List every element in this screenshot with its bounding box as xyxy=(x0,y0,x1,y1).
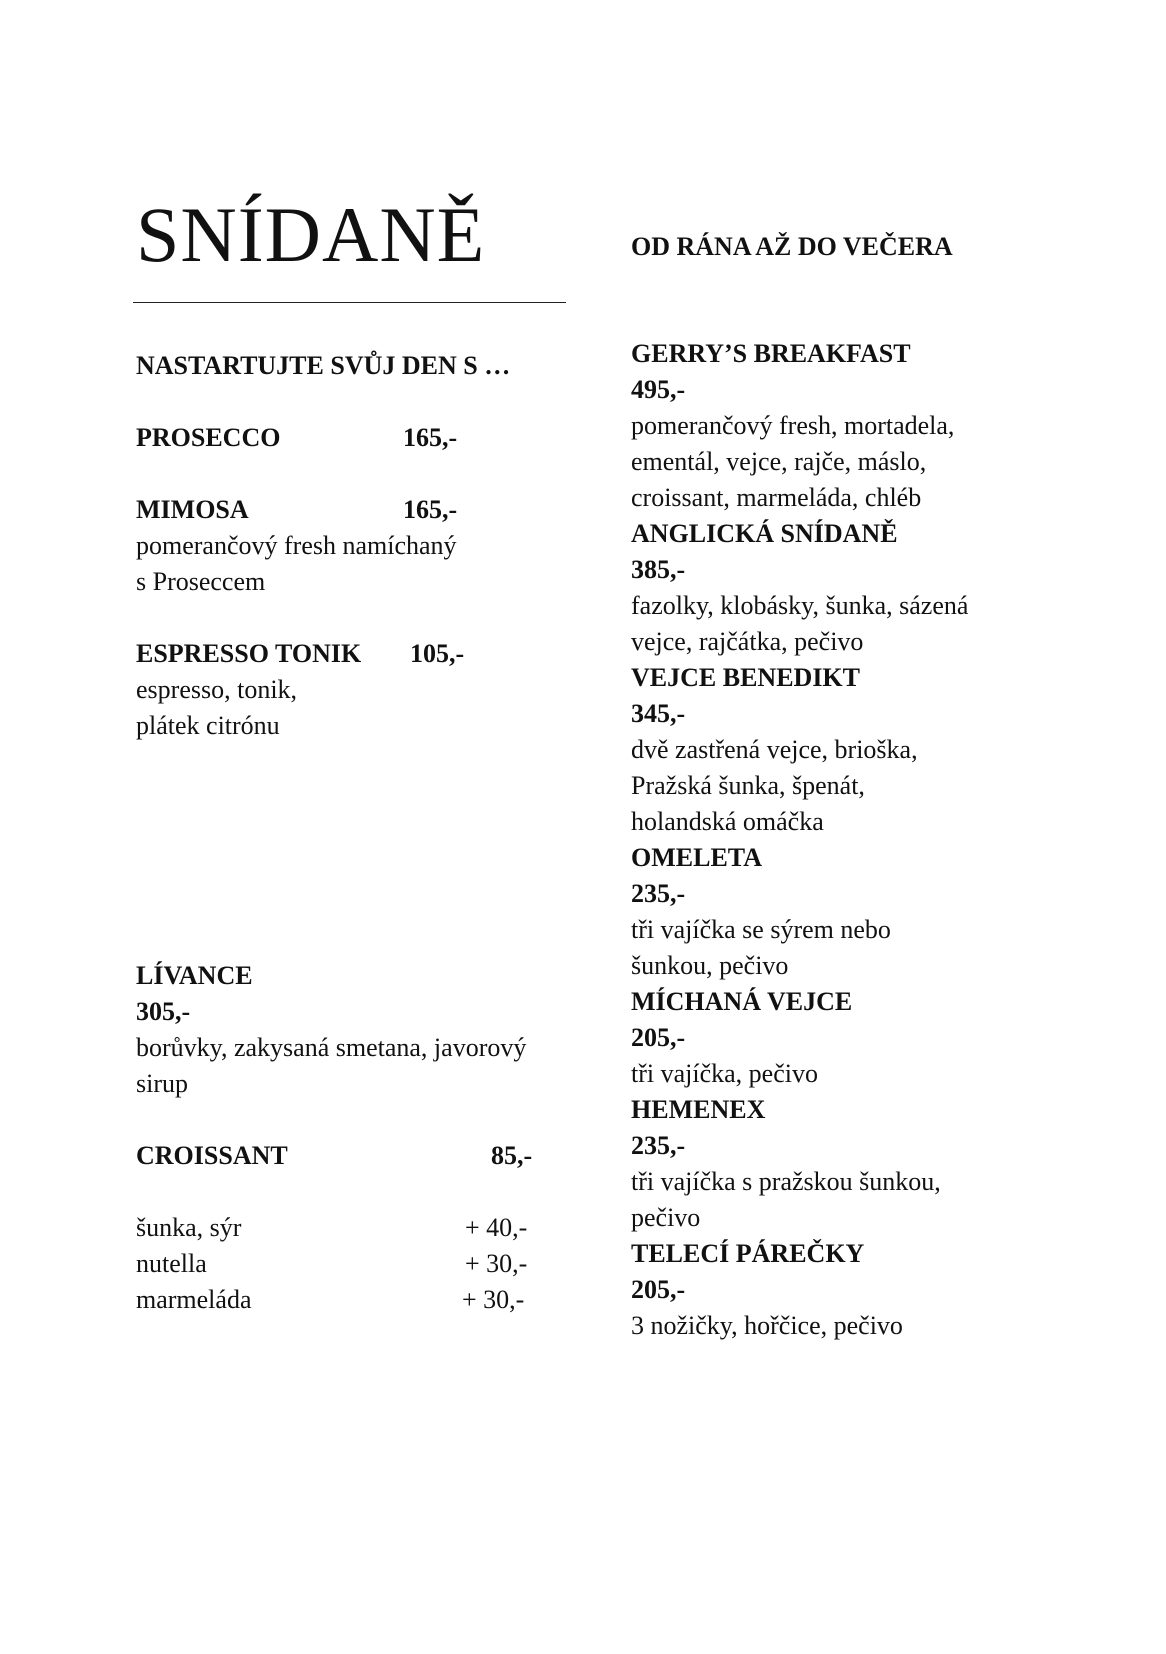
menu-item-vejce-benedikt xyxy=(631,660,1071,840)
item-price: 205,- xyxy=(631,1023,686,1052)
extra-name: šunka, sýr xyxy=(136,1213,242,1242)
extra-price: + 30,- xyxy=(465,1249,528,1278)
item-description: tři vajíčka se sýrem nebo xyxy=(631,915,891,944)
item-price: 165,- xyxy=(403,423,458,452)
croissant-extra xyxy=(136,1210,576,1246)
item-description: plátek citrónu xyxy=(136,711,280,740)
item-name: ANGLICKÁ SNÍDANĚ xyxy=(631,519,898,548)
item-description: 3 nožičky, hořčice, pečivo xyxy=(631,1311,903,1340)
item-price: 305,- xyxy=(136,997,191,1026)
extra-price: + 30,- xyxy=(462,1285,525,1314)
item-price: 235,- xyxy=(631,879,686,908)
menu-item-omeleta xyxy=(631,840,1071,984)
title-divider xyxy=(133,302,566,303)
item-name: VEJCE BENEDIKT xyxy=(631,663,860,692)
item-description: fazolky, klobásky, šunka, sázená xyxy=(631,591,969,620)
item-description: pomerančový fresh, mortadela, xyxy=(631,411,955,440)
item-name: PROSECCO xyxy=(136,423,281,452)
menu-item-anglicka-snidane xyxy=(631,516,1071,660)
left-column xyxy=(136,348,576,744)
item-name: GERRY’S BREAKFAST xyxy=(631,339,911,368)
item-name: CROISSANT xyxy=(136,1141,288,1170)
item-description: sirup xyxy=(136,1069,188,1098)
extra-price: + 40,- xyxy=(465,1213,528,1242)
item-description: espresso, tonik, xyxy=(136,675,298,704)
item-price: 85,- xyxy=(491,1141,533,1170)
left-column-lower xyxy=(136,958,576,1318)
item-price: 165,- xyxy=(403,495,458,524)
menu-item-mimosa xyxy=(136,492,576,528)
item-name: MIMOSA xyxy=(136,495,249,524)
item-description: borůvky, zakysaná smetana, javorový xyxy=(136,1033,527,1062)
extra-name: marmeláda xyxy=(136,1285,252,1314)
item-description: s Proseccem xyxy=(136,567,266,596)
menu-item-prosecco xyxy=(136,420,576,456)
item-name: MÍCHANÁ VEJCE xyxy=(631,987,853,1016)
item-name: ESPRESSO TONIK xyxy=(136,639,362,668)
item-price: 345,- xyxy=(631,699,686,728)
item-description: pomerančový fresh namíchaný xyxy=(136,531,457,560)
item-description: holandská omáčka xyxy=(631,807,824,836)
item-description: Pražská šunka, špenát, xyxy=(631,771,865,800)
menu-item-livance: LÍVANCE xyxy=(136,961,253,990)
item-description: croissant, marmeláda, chléb xyxy=(631,483,922,512)
item-name: HEMENEX xyxy=(631,1095,766,1124)
intro-heading: NASTARTUJTE SVŮJ DEN S … xyxy=(136,351,511,380)
item-name: TELECÍ PÁREČKY xyxy=(631,1239,865,1268)
menu-item-michana-vejce xyxy=(631,984,1071,1092)
item-price: 495,- xyxy=(631,375,686,404)
menu-item-teleci-parecky xyxy=(631,1236,1071,1344)
page-title: SNÍDANĚ xyxy=(136,191,486,278)
page-subtitle: OD RÁNA AŽ DO VEČERA xyxy=(631,232,953,261)
item-price: 205,- xyxy=(631,1275,686,1304)
item-price: 385,- xyxy=(631,555,686,584)
right-column xyxy=(631,336,1071,1344)
extra-name: nutella xyxy=(136,1249,207,1278)
item-description: ementál, vejce, rajče, máslo, xyxy=(631,447,927,476)
croissant-extra xyxy=(136,1246,576,1282)
item-description: tři vajíčka s pražskou šunkou, xyxy=(631,1167,941,1196)
item-description: vejce, rajčátka, pečivo xyxy=(631,627,864,656)
item-description: šunkou, pečivo xyxy=(631,951,789,980)
item-name: OMELETA xyxy=(631,843,762,872)
item-description: tři vajíčka, pečivo xyxy=(631,1059,818,1088)
menu-item-croissant xyxy=(136,1138,576,1174)
menu-item-espresso-tonik xyxy=(136,636,576,672)
item-description: dvě zastřená vejce, brioška, xyxy=(631,735,918,764)
menu-item-gerrys-breakfast xyxy=(631,336,1071,516)
item-price: 105,- xyxy=(410,639,465,668)
menu-item-hemenex xyxy=(631,1092,1071,1236)
item-description: pečivo xyxy=(631,1203,701,1232)
croissant-extra xyxy=(136,1282,576,1318)
item-price: 235,- xyxy=(631,1131,686,1160)
